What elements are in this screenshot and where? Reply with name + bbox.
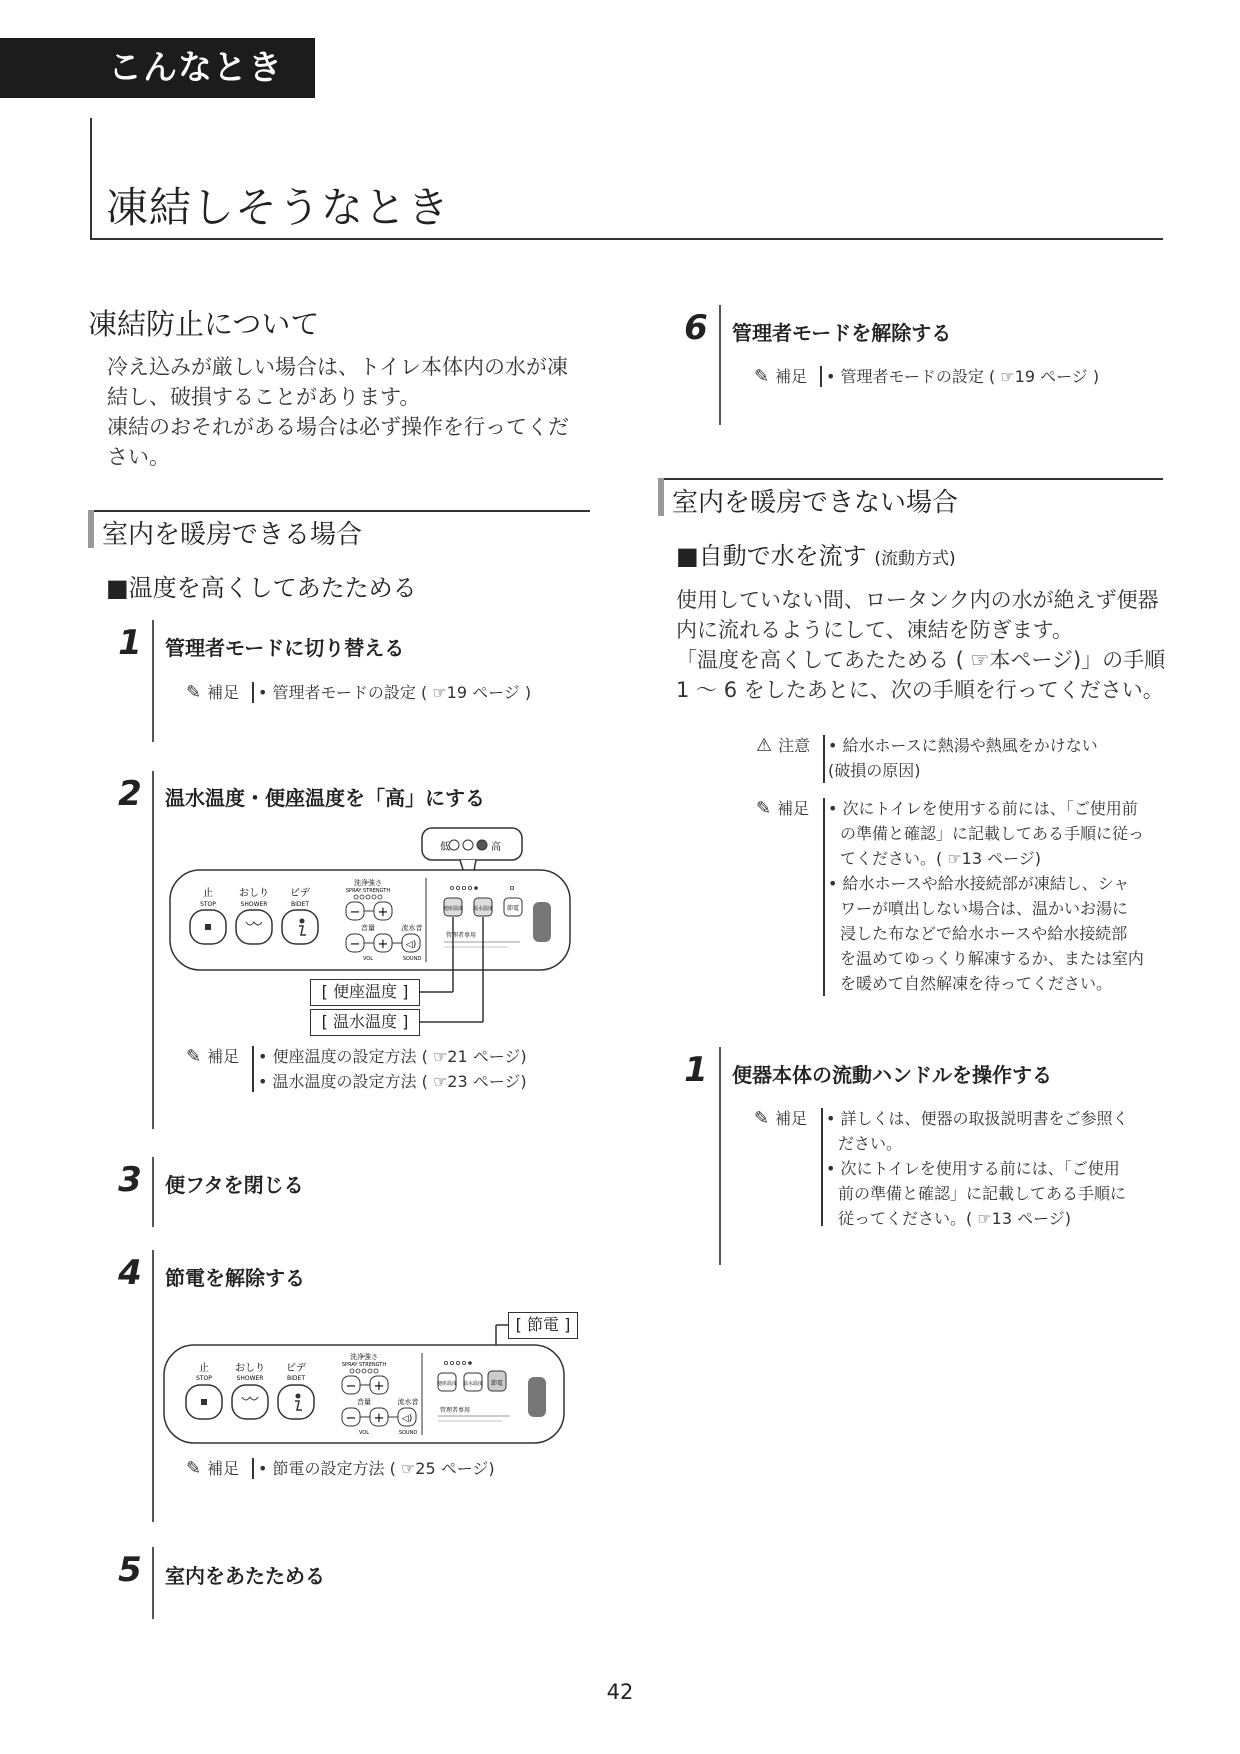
step-rule — [152, 1250, 154, 1522]
pencil-icon: ✎ — [754, 366, 770, 387]
note-label: 補足 — [775, 367, 808, 386]
water-temp-callout: [ 温水温度 ] — [310, 1009, 420, 1036]
svg-text:便座温度: 便座温度 — [436, 1381, 458, 1387]
remote-sensor — [533, 902, 551, 942]
page-number: 42 — [606, 1680, 634, 1704]
svg-text:−: − — [349, 937, 361, 952]
note-label: 補足 — [207, 683, 240, 702]
title-vertical-rule — [90, 118, 92, 240]
shower-button — [236, 910, 272, 944]
svg-text:+: + — [377, 905, 389, 920]
intro-line: 凍結のおそれがある場合は必ず操作を行ってくだ — [107, 415, 569, 439]
svg-text:STOP: STOP — [200, 901, 216, 908]
svg-text:温水温度: 温水温度 — [462, 1381, 484, 1387]
power-save-callout: [ 節電 ] — [508, 1312, 578, 1339]
section-title: 室内を暖房できる場合 — [102, 520, 363, 550]
step-number: 3 — [118, 1160, 142, 1200]
svg-text:BIDET: BIDET — [287, 1375, 305, 1382]
note-text: ださい。 — [838, 1134, 903, 1153]
pencil-icon: ✎ — [186, 1458, 202, 1479]
shower-label: おしり — [239, 888, 269, 899]
svg-text:便座温度: 便座温度 — [442, 906, 464, 912]
note-text: • 給水ホースに熱湯や熱風をかけない — [828, 736, 1098, 755]
svg-text:STOP: STOP — [196, 1375, 212, 1382]
svg-text:流水音: 流水音 — [401, 924, 423, 932]
method-paragraph — [676, 585, 1165, 705]
section-title: 室内を暖房できない場合 — [672, 488, 959, 518]
step-rule — [152, 620, 154, 742]
method-line: 1 ～ 6 をしたあとに、次の手順を行ってください。 — [676, 678, 1164, 702]
subsection-title: ■温度を高くしてあたためる — [106, 574, 417, 602]
section-heading-unheated — [658, 478, 1163, 516]
svg-text:管理者専用: 管理者専用 — [440, 1407, 471, 1414]
step-number: 2 — [118, 774, 142, 814]
supplement-note — [186, 1456, 586, 1486]
svg-text:−: − — [349, 905, 361, 920]
step-number: 1 — [684, 1050, 708, 1090]
step-rule — [152, 1547, 154, 1619]
intro-line: さい。 — [107, 445, 170, 469]
svg-text:ビデ: ビデ — [286, 1363, 306, 1374]
intro-heading: 凍結防止について — [88, 307, 320, 341]
pencil-icon: ✎ — [186, 682, 202, 703]
step-title: 室内をあたためる — [165, 1564, 325, 1588]
note-text: • 管理者モードの設定 ( ☞19 ページ ) — [826, 367, 1100, 386]
note-text: • 節電の設定方法 ( ☞25 ページ) — [258, 1459, 495, 1478]
note-text: を暖めて自然解凍を待ってください。 — [840, 974, 1113, 993]
svg-text:止: 止 — [199, 1363, 209, 1374]
svg-text:SHOWER: SHOWER — [236, 1375, 264, 1382]
svg-text:おしり: おしり — [235, 1363, 265, 1374]
svg-text:SPRAY STRENGTH: SPRAY STRENGTH — [345, 888, 391, 894]
title-horizontal-rule — [90, 238, 1163, 240]
step-title: 管理者モードを解除する — [732, 321, 952, 345]
svg-text:+: + — [377, 937, 389, 952]
svg-text:温水温度: 温水温度 — [472, 906, 494, 912]
method-line: 使用していない間、ロータンク内の水が絶えず便器 — [676, 588, 1159, 612]
step-number: 1 — [118, 623, 142, 663]
note-text: • 次にトイレを使用する前には、「ご使用前 — [828, 799, 1138, 818]
svg-text:節電: 節電 — [490, 1380, 504, 1387]
note-text: 浸した布などで給水ホースや給水接続部 — [840, 924, 1128, 943]
note-text: 従ってください。( ☞13 ページ) — [838, 1209, 1072, 1228]
level-indicator-bubble — [422, 828, 522, 860]
svg-text:+: + — [373, 1411, 385, 1426]
svg-text:流水音: 流水音 — [397, 1398, 419, 1406]
note-text: • 次にトイレを使用する前には、「ご使用 — [826, 1159, 1120, 1178]
level-low-label: 低 — [440, 842, 450, 853]
section-heading-heated — [88, 510, 590, 548]
page-title: 凍結しそうなとき — [106, 183, 451, 232]
note-label: 補足 — [777, 799, 810, 818]
subsection-title-main: ■自動で水を流す — [676, 542, 867, 570]
note-text: の準備と確認」に記載してある手順に従っ — [840, 824, 1145, 843]
step-title: 節電を解除する — [165, 1266, 305, 1290]
supplement-note — [756, 796, 1176, 1001]
note-text: • 温水温度の設定方法 ( ☞23 ページ) — [258, 1072, 527, 1091]
step-title: 管理者モードに切り替える — [165, 636, 405, 660]
pencil-icon: ✎ — [754, 1108, 770, 1129]
note-label: 補足 — [775, 1109, 808, 1128]
svg-text:洗浄強さ: 洗浄強さ — [354, 879, 382, 887]
intro-paragraph — [107, 352, 569, 472]
note-text: ワーが噴出しない場合は、温かいお湯に — [840, 899, 1129, 918]
svg-text:音量: 音量 — [357, 1398, 371, 1406]
seat-temp-callout: [ 便座温度 ] — [310, 979, 420, 1006]
caution-label: 注意 — [778, 736, 811, 755]
bidet-label: ビデ — [290, 888, 310, 899]
note-label: 補足 — [207, 1459, 240, 1478]
note-text: • 給水ホースや給水接続部が凍結し、シャ — [828, 874, 1130, 893]
svg-text:洗浄強さ: 洗浄強さ — [350, 1353, 378, 1361]
shower-button — [232, 1385, 268, 1419]
step-title: 便器本体の流動ハンドルを操作する — [732, 1063, 1052, 1087]
svg-text:SPRAY STRENGTH: SPRAY STRENGTH — [341, 1362, 387, 1368]
svg-text:SOUND: SOUND — [402, 956, 422, 962]
svg-text:SOUND: SOUND — [398, 1430, 418, 1436]
warning-icon: ⚠ — [756, 735, 773, 756]
level-high-label: 高 — [491, 842, 501, 853]
step-title: 温水温度・便座温度を「高」にする — [165, 786, 485, 810]
step-rule — [719, 1047, 721, 1265]
caution-note — [756, 733, 1176, 788]
section-tag: こんなときは — [0, 38, 315, 98]
svg-text:音量: 音量 — [361, 924, 375, 932]
svg-text:SHOWER: SHOWER — [240, 901, 268, 908]
note-text: を温めてゆっくり解凍するか、または室内 — [840, 949, 1144, 968]
svg-text:◁): ◁) — [405, 940, 417, 950]
svg-text:VOL: VOL — [362, 956, 374, 962]
note-text: • 便座温度の設定方法 ( ☞21 ページ) — [258, 1047, 527, 1066]
method-line: 内に流れるようにして、凍結を防ぎます。 — [676, 618, 1073, 642]
step-number: 4 — [118, 1253, 142, 1293]
subsection-title-note: (流動方式) — [874, 549, 956, 569]
svg-text:VOL: VOL — [358, 1430, 370, 1436]
svg-text:−: − — [345, 1411, 357, 1426]
note-label: 補足 — [207, 1047, 240, 1066]
svg-text:−: − — [345, 1379, 357, 1394]
supplement-note — [186, 1044, 606, 1099]
supplement-note — [754, 1106, 1174, 1231]
note-text: てください。( ☞13 ページ) — [840, 849, 1042, 868]
svg-text:◁): ◁) — [401, 1414, 413, 1424]
subsection-title — [676, 536, 956, 571]
intro-line: 結し、破損することがあります。 — [107, 385, 421, 409]
admin-label: 管理者専用 — [446, 932, 477, 939]
note-text: 前の準備と確認」に記載してある手順に — [838, 1184, 1127, 1203]
method-line: 「温度を高くしてあたためる ( ☞本ページ)」の手順 — [676, 648, 1166, 672]
note-text: • 詳しくは、便器の取扱説明書をご参照く — [826, 1109, 1129, 1128]
note-text: • 管理者モードの設定 ( ☞19 ページ ) — [258, 683, 532, 702]
step-number: 5 — [118, 1550, 142, 1590]
svg-text:+: + — [373, 1379, 385, 1394]
step-title: 便フタを閉じる — [165, 1173, 304, 1197]
stop-label: 止 — [203, 888, 213, 899]
supplement-note — [186, 680, 586, 710]
supplement-note — [754, 364, 1154, 394]
step-number: 6 — [684, 308, 708, 348]
bidet-button — [278, 1385, 314, 1419]
pencil-icon: ✎ — [756, 798, 772, 819]
bidet-button — [282, 910, 318, 944]
step-rule — [152, 1157, 154, 1227]
note-text: (破損の原因) — [828, 761, 921, 780]
pencil-icon: ✎ — [186, 1046, 202, 1067]
svg-text:BIDET: BIDET — [291, 901, 309, 908]
intro-line: 冷え込みが厳しい場合は、トイレ本体内の水が凍 — [107, 355, 568, 379]
step-rule — [152, 771, 154, 1129]
step-rule — [719, 305, 721, 425]
remote-sensor — [528, 1377, 546, 1417]
svg-text:節電: 節電 — [506, 905, 520, 912]
